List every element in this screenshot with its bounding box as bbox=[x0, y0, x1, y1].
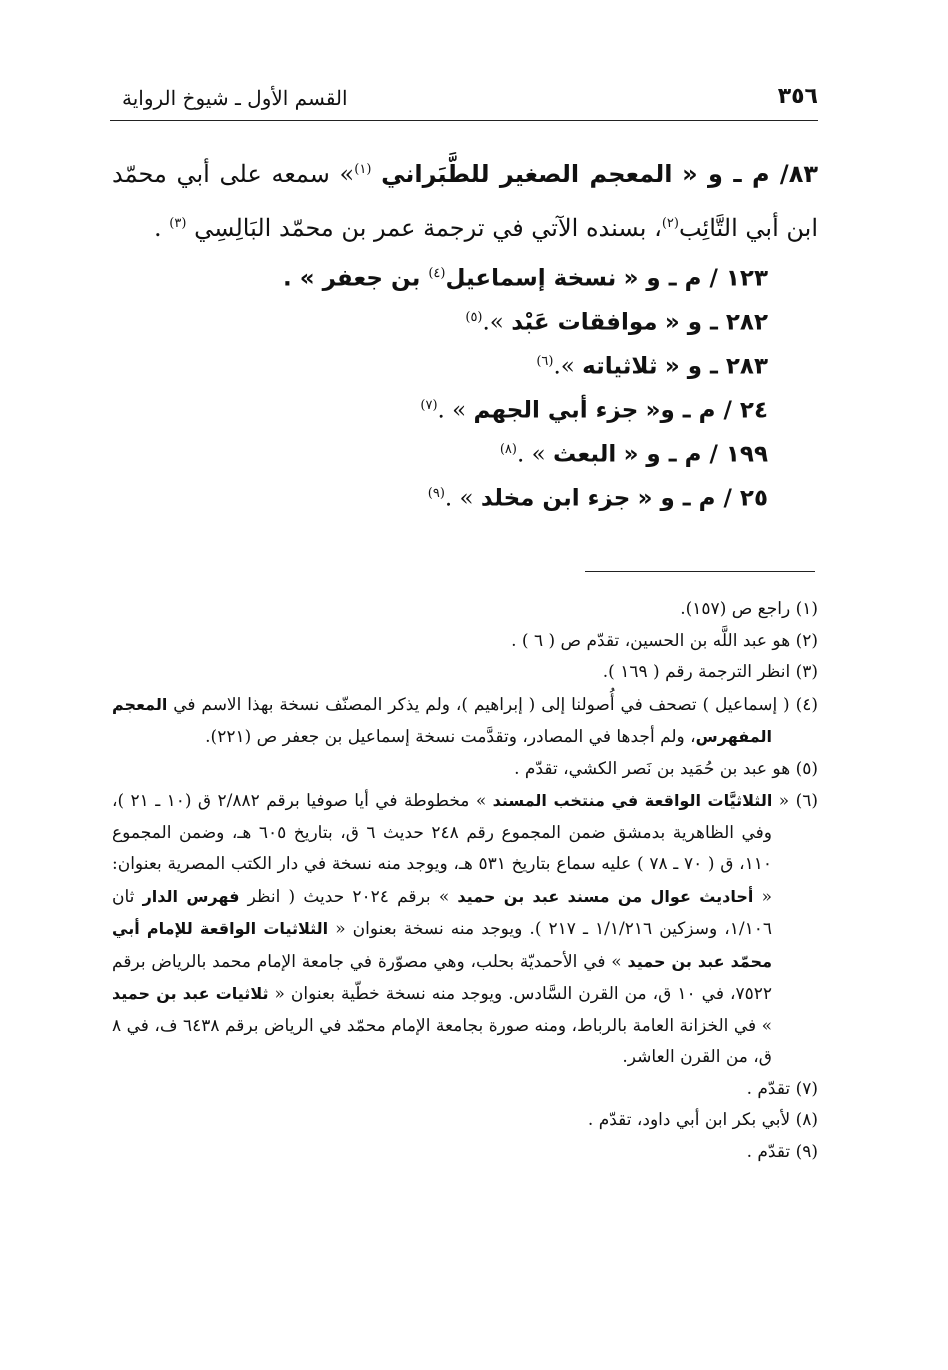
entry-label: ١٢٣ / م ـ و « bbox=[623, 265, 768, 292]
entry-83-paragraph bbox=[112, 145, 818, 253]
footnote-number: (٧) bbox=[795, 1078, 818, 1099]
entry-83-text-2: ، بسنده الآتي في ترجمة عمر بن محمّد البَالِسِي bbox=[194, 214, 662, 242]
footnote-ref[interactable]: (٩) bbox=[427, 486, 445, 501]
entry-after: بن جعفر » . bbox=[282, 265, 429, 292]
footnote-number: (٣) bbox=[795, 662, 818, 682]
entry-83-text: » سمعه على أبي محمّد ابن أبي التَّائِب bbox=[112, 160, 818, 242]
footnote-text: « bbox=[772, 791, 796, 811]
footnote-number: (٥) bbox=[795, 758, 818, 779]
entry-label: ٢٥ / م ـ و « bbox=[637, 485, 768, 512]
footnote-3 bbox=[112, 657, 818, 689]
footnote-bold-title: أحاديث عوال من مسند عبد بن حميد bbox=[457, 886, 754, 906]
footnote-text: لأبي بكر ابن أبي داود، تقدّم . bbox=[587, 1110, 796, 1130]
running-title: القسم الأول ـ شيوخ الرواية bbox=[122, 86, 348, 110]
footnote-bold-title: الثلاثيَّات الواقعة في منتخب المسند bbox=[492, 791, 773, 810]
footnote-number: (١) bbox=[795, 599, 818, 619]
list-item bbox=[283, 252, 768, 296]
entry-after: » . bbox=[437, 397, 474, 424]
footnote-6 bbox=[112, 785, 818, 1074]
entry-83-label: ٨٣/ م ـ و « bbox=[682, 160, 818, 188]
list-item bbox=[283, 340, 768, 384]
footnote-ref-1[interactable]: (١) bbox=[354, 162, 372, 177]
footnote-ref[interactable]: (٥) bbox=[465, 310, 483, 325]
footnote-2 bbox=[112, 626, 818, 658]
list-item bbox=[283, 384, 768, 428]
footnote-number: (٦) bbox=[795, 791, 818, 811]
footnote-1 bbox=[112, 594, 818, 626]
footnote-bold-title: ثلاثيات عبد بن حميد bbox=[112, 984, 269, 1003]
entry-label: ٢٤ / م ـ و« bbox=[645, 397, 768, 424]
footnote-ref[interactable]: (٨) bbox=[499, 442, 517, 457]
entry-label: ٢٨٢ ـ و « bbox=[664, 309, 768, 336]
footnote-ref[interactable]: (٤) bbox=[428, 266, 446, 281]
footnote-ref-3[interactable]: (٣) bbox=[169, 216, 187, 231]
footnote-text: » في الخزانة العامة بالرباط، ومنه صورة بجامعة الإمام محمّد في الرياض برقم ٦٤٣٨ ف، في ٨ ق، من القرن العاشر. bbox=[112, 1015, 772, 1067]
footnote-text: هو عبد بن حُمَيد بن نَصر الكشي، تقدّم . bbox=[514, 758, 796, 779]
entry-title: ثلاثياته bbox=[582, 353, 658, 380]
entry-title: موافقات عَبْد bbox=[511, 309, 658, 336]
footnote-number: (٤) bbox=[795, 694, 818, 715]
footnote-text: » برقم ٢٠٢٤ حديث ( انظر bbox=[239, 886, 458, 907]
footnote-text: هو عبد اللَّه بن الحسين، تقدّم ص ( ٦ ) . bbox=[511, 630, 796, 651]
footnote-text: راجع ص (١٥٧). bbox=[680, 599, 796, 619]
footnote-text: ، ولم أجدها في المصادر، وتقدَّمت نسخة إسماعيل بن جعفر ص (٢٢١). bbox=[205, 727, 696, 747]
footnote-text: تقدّم . bbox=[746, 1141, 796, 1162]
entry-after: ». bbox=[553, 353, 583, 380]
footnote-text: » مخطوطة في أيا صوفيا برقم ٢/٨٨٢ ق (١٠ ـ ٢١ )، وفي الظاهرية بدمشق ضمن المجموع رقم ٢٤٨ حديث ٦ ق، بتاريخ ٦٠٥ هـ، وضمن المجموع ١١٠، ق ( ٧٠ ـ ٧٨ ) عليه سماع بتاريخ ٥٣١ هـ، ويوجد منه نسخة في دار الكتب المصرية بعنوان: « bbox=[112, 791, 772, 907]
entry-after: ». bbox=[482, 309, 512, 336]
footnote-4 bbox=[112, 689, 818, 754]
entry-title: جزء ابن مخلد bbox=[480, 485, 631, 512]
entry-after: » . bbox=[516, 441, 553, 468]
footnote-ref[interactable]: (٦) bbox=[536, 354, 554, 369]
entry-title: نسخة إسماعيل bbox=[445, 265, 617, 292]
page-number: ٣٥٦ bbox=[777, 84, 818, 109]
page-header bbox=[110, 84, 818, 121]
footnote-8 bbox=[112, 1105, 818, 1137]
footnote-bold-title: الثلاثيات الواقعة للإمام أبي محمّد عبد بن حميد bbox=[112, 919, 772, 971]
footnote-ref-2[interactable]: (٢) bbox=[661, 216, 679, 231]
footnote-text: انظر الترجمة رقم ( ١٦٩ ). bbox=[602, 662, 796, 682]
entry-83-end: . bbox=[154, 214, 170, 242]
entry-83-title: المعجم الصغير للطَّبَراني bbox=[381, 160, 673, 188]
footnote-text: ثان ١/١٠٦، وسزكين ١/١/٢١٦ ـ ٢١٧ ). ويوجد منه نسخة بعنوان « bbox=[112, 886, 772, 939]
footnote-text: ( إسماعيل ) تصحف في أُصولنا إلى ( إبراهيم )، ولم يذكر المصنّف نسخة بهذا الاسم في bbox=[167, 694, 796, 715]
footnote-text: تقدّم . bbox=[746, 1078, 796, 1099]
entry-title: البعث bbox=[553, 441, 617, 468]
entry-after: » . bbox=[444, 485, 481, 512]
entry-label: ٢٨٣ ـ و « bbox=[664, 353, 768, 380]
entry-list bbox=[283, 252, 768, 516]
main-text bbox=[112, 145, 818, 253]
footnote-9 bbox=[112, 1137, 818, 1169]
footnote-number: (٢) bbox=[795, 630, 818, 651]
entry-title: جزء أبي الجهم bbox=[473, 397, 639, 424]
footnote-7 bbox=[112, 1074, 818, 1106]
footnote-5 bbox=[112, 754, 818, 786]
footnote-bold-title: فهرس الدار bbox=[142, 886, 240, 906]
footnote-number: (٨) bbox=[795, 1110, 818, 1130]
entry-label: ١٩٩ / م ـ و « bbox=[623, 441, 768, 468]
footnote-number: (٩) bbox=[795, 1141, 818, 1162]
footnote-bold-title: المعجم المفهرس bbox=[112, 694, 772, 746]
footnote-separator bbox=[585, 571, 815, 572]
list-item bbox=[283, 428, 768, 472]
list-item bbox=[283, 296, 768, 340]
list-item bbox=[283, 472, 768, 516]
footnotes bbox=[112, 594, 818, 1168]
footnote-ref[interactable]: (٧) bbox=[420, 398, 438, 413]
footnote-text: » في الأحمديّة بحلب، وهي مصوّرة في جامعة الإمام محمد بالرياض برقم ٧٥٢٢، في ١٠ ق، من القرن السَّادس. ويوجد منه نسخة خطّية بعنوان « bbox=[112, 951, 773, 1004]
